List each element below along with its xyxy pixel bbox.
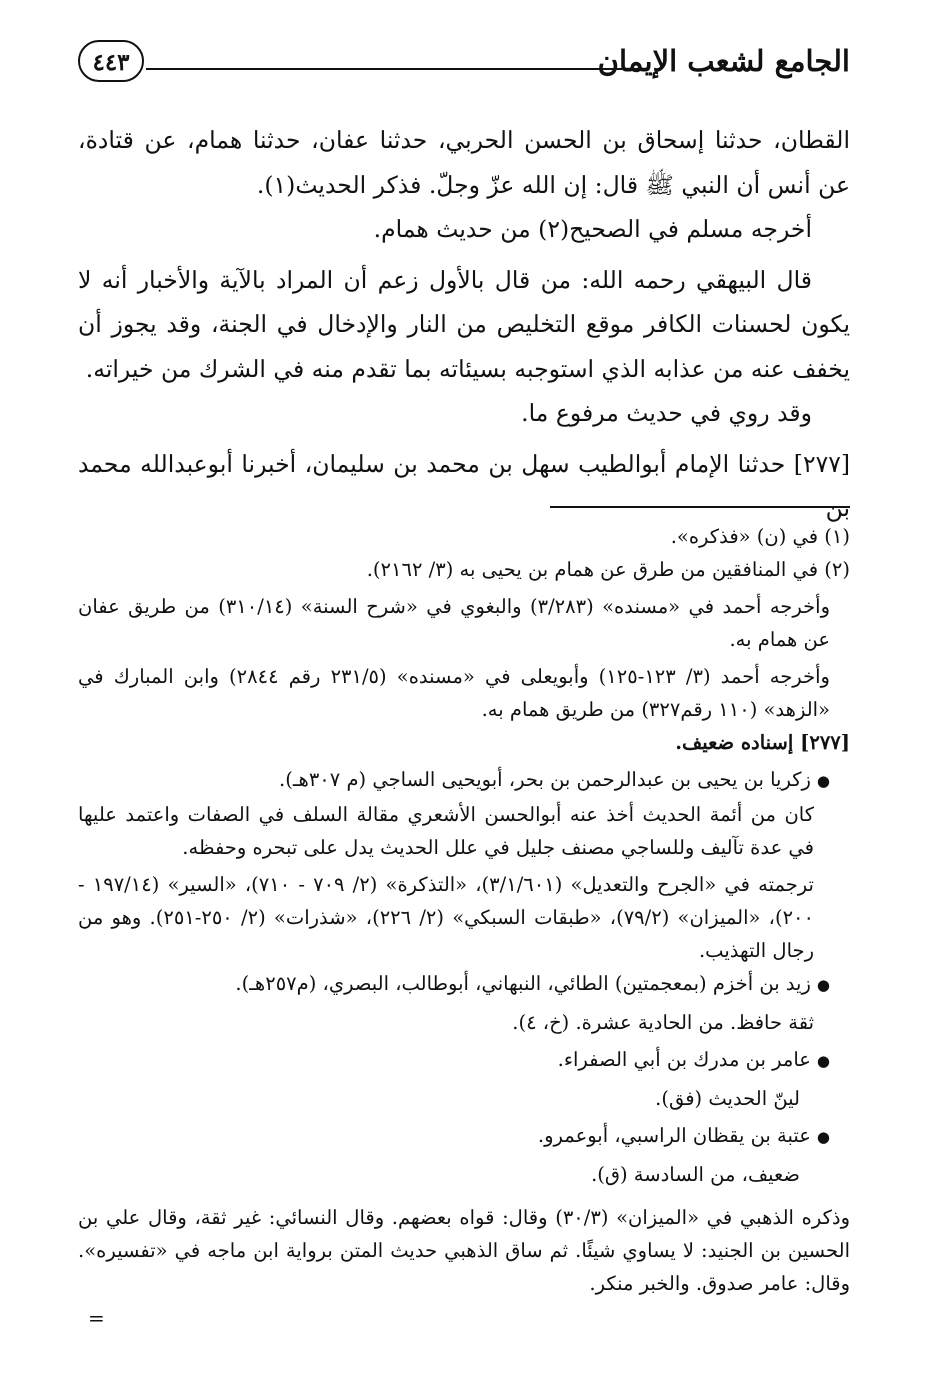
narrator-4-note: ضعيف، من السادسة (ق).: [591, 1163, 800, 1186]
narrator-3: [78, 1043, 850, 1078]
paragraph-takhrij: أخرجه مسلم في الصحيح(٢) من حديث همام.: [373, 215, 812, 243]
narrator-1: [78, 763, 850, 798]
bullet-icon: ●: [816, 1052, 830, 1070]
page-header: [78, 38, 850, 94]
footnote-2: (٢) في المنافقين من طرق عن همام بن يحيى به (٣/ ٢١٦٢).: [366, 558, 850, 581]
bullet-icon: ●: [816, 1128, 830, 1146]
paragraph-marfu: وقد روي في حديث مرفوع ما.: [521, 399, 812, 427]
footnotes: [78, 520, 850, 1300]
paragraph-bayhaqi: قال البيهقي رحمه الله: من قال بالأول زعم أن المراد بالآية والأخبار أنه لا يكون لحسنات الكافر موقع التخليص من النار والإدخال في الجنة، وقد يجوز أن يخفف عنه من عذابه الذي استوجبه بسيئاته بما تقدم منه في الشرك من خيراته.: [78, 265, 850, 383]
footnote-2-additional-b: وأخرجه أحمد (٣/ ١٢٣-١٢٥) وأبويعلى في «مسنده» (٢٣١/٥ رقم ٢٨٤٤) وابن المبارك في «الزهد» (١١٠ رقم٣٢٧) من طريق همام به.: [78, 665, 830, 721]
narrator-3-note: لينّ الحديث (فق).: [655, 1087, 800, 1110]
footnote-separator: [550, 506, 850, 508]
narrator-1-sources: ترجمته في «الجرح والتعديل» (٣/١/٦٠١)، «التذكرة» (٢/ ٧٠٩ - ٧١٠)، «السير» (١٩٧/١٤ - ٢٠٠)، «الميزان» (٧٩/٢)، «طبقات السبكي» (٢/ ٢٢٦)، «شذرات» (٢/ ٢٥٠-٢٥١). وهو من رجال التهذيب.: [78, 873, 814, 962]
footnote-1: (١) في (ن) «فذكره».: [670, 525, 850, 548]
bullet-icon: ●: [816, 976, 830, 994]
narrator-2-note: ثقة حافظ. من الحادية عشرة. (خ، ٤).: [512, 1011, 814, 1034]
narrator-name: زكريا بن يحيى بن عبدالرحمن بن بحر، أبويحيى الساجي (م ٣٠٧هـ).: [279, 768, 811, 791]
isnad-grading-heading: [٢٧٧] إسناده ضعيف.: [675, 731, 850, 754]
narrator-name: عتبة بن يقظان الراسبي، أبوعمرو.: [537, 1124, 811, 1147]
narrator-name: زيد بن أخزم (بمعجمتين) الطائي، النبهاني، أبوطالب، البصري، (م٢٥٧هـ).: [235, 972, 811, 995]
narrator-4: [78, 1119, 850, 1154]
narrator-1-note: كان من أئمة الحديث أخذ عنه أبوالحسن الأشعري مقالة السلف في الصفات واعتمد عليها في عدة تآليف وللساجي مصنف جليل في علل الحديث يدل على تبحره وحفظه.: [78, 803, 814, 859]
footnote-2-additional-a: وأخرجه أحمد في «مسنده» (٣/٢٨٣) والبغوي في «شرح السنة» (٣١٠/١٤) من طريق عفان عن همام به.: [78, 595, 831, 651]
bullet-icon: ●: [816, 772, 830, 790]
running-title: الجامع لشعب الإيمان: [597, 44, 850, 78]
paragraph-isnad-continued: القطان، حدثنا إسحاق بن الحسن الحربي، حدثنا عفان، حدثنا همام، عن قتادة، عن أنس أن النبي ﷺ قال: إن الله عزّ وجلّ. فذكر الحديث(١).: [78, 126, 850, 199]
page-number: ٤٤٣: [78, 40, 144, 82]
header-rule: [146, 68, 640, 70]
continuation-mark: =: [88, 1306, 105, 1330]
closing-note: وذكره الذهبي في «الميزان» (٣٠/٣) وقال: قواه بعضهم. وقال النسائي: غير ثقة، وقال علي بن الحسين بن الجنيد: لا يساوي شيئًا. ثم ساق الذهبي حديث المتن برواية ابن ماجه في «تفسيره». وقال: عامر صدوق. والخبر منكر.: [78, 1206, 850, 1295]
paragraph-hadith-277: [٢٧٧] حدثنا الإمام أبوالطيب سهل بن محمد بن سليمان، أخبرنا أبوعبدالله محمد بن: [78, 449, 850, 522]
narrator-2: [78, 967, 850, 1002]
main-text: [78, 118, 850, 531]
narrator-name: عامر بن مدرك بن أبي الصفراء.: [557, 1048, 811, 1071]
